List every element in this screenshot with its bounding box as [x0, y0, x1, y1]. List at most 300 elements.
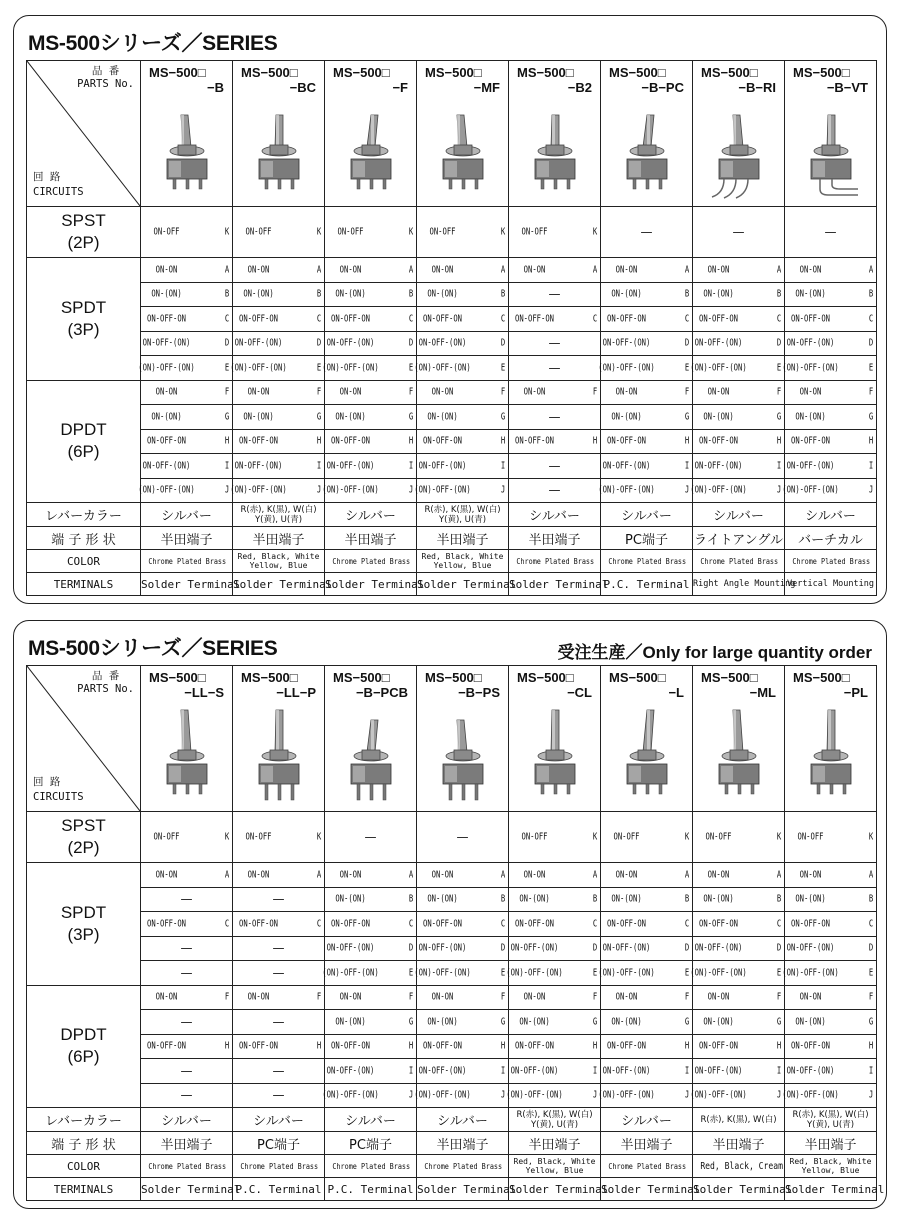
circuit-cell: [785, 454, 877, 479]
model-suffix: −B: [207, 80, 224, 95]
model-name: MS−500□: [517, 65, 574, 80]
circuit-cell: [141, 863, 233, 888]
switch-function: (ON)-OFF-(ON): [414, 967, 471, 979]
circuit-row: [27, 258, 877, 283]
terminals-value: Solder Terminal: [785, 1178, 877, 1201]
model-suffix: −LL−S: [184, 685, 224, 700]
switch-function: ON-ON: [247, 264, 270, 276]
circuit-row: [27, 1034, 877, 1059]
model-name: MS−500□: [793, 670, 850, 685]
color-label: COLOR: [27, 550, 141, 573]
lever-color-value: シルバー: [601, 1108, 693, 1132]
switch-function: (ON)-OFF-(ON): [598, 484, 655, 496]
circuit-cell: [509, 454, 601, 479]
switch-function: ON-OFF-ON: [514, 918, 554, 930]
switch-function: ON-(ON): [795, 893, 826, 905]
switch-image: [708, 101, 770, 205]
switch-function: ON-OFF-(ON): [786, 460, 835, 472]
switch-function: ON-OFF-ON: [606, 313, 646, 325]
circuit-cell: [601, 1034, 693, 1059]
circuit-cell: [601, 405, 693, 430]
toggle-switch-photo: [800, 706, 862, 806]
circuit-cell: [233, 887, 325, 912]
color-line: Yellow, Blue: [801, 1166, 860, 1175]
circuit-cell: [417, 1010, 509, 1035]
switch-function: ON-OFF: [245, 226, 272, 238]
switch-function: ON-(ON): [703, 1016, 734, 1028]
model-suffix: −MF: [473, 80, 500, 95]
not-available-dash: —: [548, 336, 561, 351]
circuit-cell: [785, 863, 877, 888]
color-line: Red, Black, White: [237, 552, 320, 561]
circuit-code: E: [224, 362, 230, 374]
circuit-cell: [693, 863, 785, 888]
circuit-cell: [693, 812, 785, 863]
circuit-code: H: [316, 435, 322, 447]
not-available-dash: —: [456, 830, 469, 844]
circuit-cell: [601, 282, 693, 307]
circuit-cell: [598, 356, 693, 381]
model-name: MS−500□: [149, 670, 206, 685]
circuit-row: [27, 961, 877, 986]
circuit-row: [27, 454, 877, 479]
parts-no-label: [77, 670, 134, 696]
terminal-type-jp-value: 半田端子: [601, 1132, 693, 1155]
switch-function: ON-ON: [615, 869, 638, 881]
circuit-code: C: [868, 918, 874, 930]
circuit-cell: [601, 380, 693, 405]
terminals-row: [27, 1178, 877, 1201]
model-name: MS−500□: [241, 670, 298, 685]
lever-color-line: R(赤), K(黒), W(白): [792, 1109, 869, 1120]
circuit-row: [27, 936, 877, 961]
model-header: [693, 666, 785, 812]
switch-function: ON-OFF-(ON): [602, 942, 651, 954]
switch-function: ON-(ON): [703, 288, 734, 300]
circuit-cell: [233, 1059, 325, 1084]
circuit-code: C: [500, 313, 506, 325]
circuit-code: H: [592, 435, 598, 447]
circuit-cell: [141, 405, 233, 430]
circuit-cell: [509, 936, 601, 961]
circuit-cell: [325, 429, 417, 454]
switch-function: (ON)-OFF-(ON): [322, 967, 379, 979]
circuit-code: A: [500, 869, 506, 881]
switch-image: [616, 101, 678, 205]
circuit-cell: [785, 282, 877, 307]
circuit-code: I: [684, 460, 690, 472]
circuit-code: E: [684, 967, 690, 979]
circuit-cell: [506, 961, 601, 986]
switch-function: ON-OFF-ON: [514, 435, 554, 447]
switch-function: ON-(ON): [427, 1016, 458, 1028]
circuit-code: F: [684, 386, 690, 398]
circuit-cell: [322, 478, 417, 503]
circuit-code: B: [500, 288, 506, 300]
circuit-code: B: [408, 288, 414, 300]
switch-function: ON-OFF-(ON): [786, 1065, 835, 1077]
circuit-code: H: [868, 1040, 874, 1052]
switch-function: ON-OFF-(ON): [602, 1065, 651, 1077]
lever-color-value: シルバー: [141, 503, 233, 527]
not-available-dash: —: [180, 892, 193, 907]
model-suffix: −BC: [289, 80, 316, 95]
switch-function: ON-OFF-(ON): [786, 337, 835, 349]
lever-color-value: R(赤), K(黒), W(白): [693, 1108, 785, 1132]
color-line: Red, Black, White: [789, 1157, 872, 1166]
circuit-cell: [233, 863, 325, 888]
circuit-cell: [141, 1010, 233, 1035]
switch-function: ON-(ON): [795, 411, 826, 423]
circuit-code: K: [500, 226, 506, 238]
circuit-cell: [325, 1010, 417, 1035]
lever-color-value: シルバー: [417, 1108, 509, 1132]
parts-label-jp: 品 番: [91, 670, 120, 682]
color-value: [785, 1155, 877, 1178]
not-available-dash: —: [180, 1063, 193, 1078]
circuit-cell: [233, 985, 325, 1010]
color-value: Chrome Plated Brass: [515, 550, 593, 573]
circuit-cell: [233, 454, 325, 479]
circuit-code: F: [776, 386, 782, 398]
not-available-dash: —: [180, 965, 193, 980]
circuit-cell: [414, 1083, 509, 1108]
switch-function: ON-OFF-ON: [146, 313, 186, 325]
toggle-switch-photo: [432, 706, 494, 806]
switch-function: ON-(ON): [519, 1016, 550, 1028]
circuit-code: G: [868, 1016, 874, 1028]
toggle-switch-photo: [432, 101, 494, 201]
terminal-type-jp-value: PC端子: [325, 1132, 417, 1155]
circuit-code: B: [776, 893, 782, 905]
switch-function: ON-ON: [523, 991, 546, 1003]
circuit-cell: [325, 282, 417, 307]
terminal-type-jp-value: PC端子: [601, 527, 693, 550]
panel-title: MS-500シリーズ／SERIES: [28, 32, 278, 55]
circuit-code: A: [224, 869, 230, 881]
circuit-cell: [417, 812, 509, 863]
switch-image: [432, 706, 494, 810]
toggle-switch-photo: [616, 101, 678, 201]
circuit-code: D: [500, 337, 506, 349]
switch-function: ON-OFF-ON: [606, 435, 646, 447]
circuit-code: B: [684, 288, 690, 300]
terminal-type-jp-label: 端 子 形 状: [27, 527, 141, 550]
circuit-cell: [138, 478, 233, 503]
model-header: [785, 61, 877, 207]
circuit-code: J: [500, 1089, 506, 1101]
switch-function: ON-OFF-(ON): [418, 337, 467, 349]
switch-image: [340, 706, 402, 810]
circuit-code: D: [500, 942, 506, 954]
toggle-switch-photo: [156, 101, 218, 201]
switch-function: ON-OFF-ON: [698, 1040, 738, 1052]
circuit-cell: [693, 912, 785, 937]
series-panel: [13, 15, 887, 604]
terminals-value: Vertical Mounting: [785, 573, 877, 596]
circuit-cell: [785, 912, 877, 937]
circuit-code: A: [776, 869, 782, 881]
model-header: [141, 61, 233, 207]
circuit-code: D: [776, 942, 782, 954]
switch-function: ON-OFF-ON: [330, 313, 370, 325]
circuit-cell: [325, 863, 417, 888]
switch-function: (ON)-OFF-(ON): [690, 484, 747, 496]
switch-function: ON-(ON): [335, 1016, 366, 1028]
circuit-row: [27, 1083, 877, 1108]
switch-function: ON-OFF-(ON): [326, 460, 375, 472]
switch-function: (ON)-OFF-(ON): [414, 1089, 471, 1101]
switch-function: ON-OFF-(ON): [510, 942, 559, 954]
switch-function: (ON)-OFF-(ON): [322, 1089, 379, 1101]
circuit-code: I: [408, 460, 414, 472]
switch-function: ON-ON: [247, 386, 270, 398]
circuit-code: F: [868, 386, 874, 398]
circuit-cell: [601, 863, 693, 888]
pin-count: (3P): [67, 924, 100, 944]
circuit-type-label: [27, 207, 141, 258]
circuit-code: C: [408, 918, 414, 930]
lever-color-value: [417, 503, 509, 527]
circuit-code: C: [776, 313, 782, 325]
model-name: MS−500□: [609, 65, 666, 80]
circuit-cell: [785, 812, 877, 863]
circuit-code: H: [868, 435, 874, 447]
not-available-dash: —: [640, 225, 653, 239]
circuit-cell: [325, 207, 417, 258]
switch-function: (ON)-OFF-(ON): [782, 1089, 839, 1101]
circuit-cell: [690, 1083, 785, 1108]
circuit-cell: [141, 812, 233, 863]
model-suffix: −B−PS: [458, 685, 500, 700]
circuit-cell: [509, 405, 601, 430]
circuit-cell: [785, 207, 877, 258]
lever-color-value: シルバー: [601, 503, 693, 527]
circuit-code: G: [776, 411, 782, 423]
pin-count: (6P): [67, 1047, 100, 1067]
circuit-code: E: [776, 362, 782, 374]
circuit-code: G: [408, 411, 414, 423]
circuit-code: D: [776, 337, 782, 349]
circuit-code: F: [868, 991, 874, 1003]
circuit-code: F: [224, 386, 230, 398]
lever-color-line: Y(黄), U(青): [530, 1119, 579, 1130]
pin-count: (3P): [67, 319, 100, 339]
lever-color-line: R(赤), K(黒), W(白): [424, 504, 501, 515]
circuit-code: H: [224, 1040, 230, 1052]
circuit-code: B: [224, 288, 230, 300]
circuit-code: K: [868, 831, 874, 843]
circuit-cell: [601, 1059, 693, 1084]
pin-count: (2P): [67, 838, 100, 857]
circuit-cell: [325, 1034, 417, 1059]
switch-function: ON-(ON): [151, 288, 182, 300]
not-available-dash: —: [272, 1088, 285, 1103]
panel-title: MS-500シリーズ／SERIES: [28, 637, 278, 660]
circuit-code: G: [316, 411, 322, 423]
circuit-cell: [601, 812, 693, 863]
circuit-code: H: [316, 1040, 322, 1052]
circuit-code: G: [224, 411, 230, 423]
circuit-row: [27, 863, 877, 888]
circuit-cell: [233, 429, 325, 454]
switch-function: (ON)-OFF-(ON): [414, 484, 471, 496]
circuit-cell: [601, 207, 693, 258]
switch-function: ON-ON: [431, 264, 454, 276]
circuit-cell: [509, 258, 601, 283]
switch-function: ON-ON: [155, 386, 178, 398]
circuit-code: F: [592, 386, 598, 398]
circuit-cell: [785, 258, 877, 283]
circuit-row: [27, 1059, 877, 1084]
terminals-value: P.C. Terminal: [601, 573, 693, 596]
header-corner: [27, 61, 141, 207]
circuit-cell: [601, 912, 693, 937]
color-line: Yellow, Blue: [433, 561, 492, 570]
circuit-code: K: [592, 831, 598, 843]
circuit-cell: [325, 454, 417, 479]
switch-image: [616, 706, 678, 810]
switch-function: (ON)-OFF-(ON): [138, 362, 195, 374]
circuit-cell: [601, 258, 693, 283]
circuit-cell: [782, 961, 877, 986]
switch-image: [524, 706, 586, 810]
circuit-cell: [325, 258, 417, 283]
switch-function: (ON)-OFF-(ON): [598, 967, 655, 979]
lever-color-value: シルバー: [233, 1108, 325, 1132]
order-note: 受注生産／Only for large quantity order: [557, 643, 872, 662]
circuit-cell: [785, 307, 877, 332]
terminal-type-jp-value: 半田端子: [233, 527, 325, 550]
circuit-code: J: [408, 1089, 414, 1101]
circuit-row: [27, 912, 877, 937]
lever-color-row: [27, 1108, 877, 1132]
circuit-cell: [785, 429, 877, 454]
not-available-dash: —: [824, 225, 837, 239]
toggle-switch-photo: [248, 101, 310, 201]
circuit-cell: [506, 1083, 601, 1108]
circuit-cell: [417, 380, 509, 405]
circuit-code: G: [684, 411, 690, 423]
switch-function: ON-OFF-(ON): [326, 1065, 375, 1077]
spec-table: [26, 665, 885, 1201]
circuit-cell: [601, 307, 693, 332]
circuit-code: G: [408, 1016, 414, 1028]
circuit-cell: [785, 936, 877, 961]
circuit-cell: [141, 1034, 233, 1059]
circuit-cell: [509, 478, 601, 503]
pin-count: (2P): [67, 233, 100, 252]
model-suffix: −ML: [749, 685, 776, 700]
circuit-cell: [233, 961, 325, 986]
circuit-cell: [233, 912, 325, 937]
circuit-code: I: [500, 460, 506, 472]
circuit-code: C: [684, 313, 690, 325]
circuit-cell: [414, 961, 509, 986]
switch-function: (ON)-OFF-(ON): [782, 362, 839, 374]
switch-function: ON-OFF: [337, 226, 364, 238]
lever-color-line: Y(黄), U(青): [254, 514, 303, 525]
switch-function: ON-(ON): [611, 893, 642, 905]
circuit-type: SPST: [61, 211, 106, 230]
switch-function: ON-OFF: [705, 831, 732, 843]
circuit-code: E: [868, 967, 874, 979]
switch-function: ON-OFF-(ON): [694, 942, 743, 954]
circuit-code: G: [868, 411, 874, 423]
circuit-code: C: [500, 918, 506, 930]
switch-function: (ON)-OFF-(ON): [322, 362, 379, 374]
switch-function: ON-OFF: [521, 831, 548, 843]
switch-function: (ON)-OFF-(ON): [598, 362, 655, 374]
switch-function: ON-OFF-ON: [698, 313, 738, 325]
switch-function: ON-OFF-ON: [698, 435, 738, 447]
switch-function: ON-OFF-ON: [606, 1040, 646, 1052]
terminals-value: Solder Terminal: [509, 573, 601, 596]
circuit-code: K: [224, 226, 230, 238]
switch-function: ON-OFF-ON: [238, 313, 278, 325]
circuit-cell: [141, 380, 233, 405]
header-corner: [27, 666, 141, 812]
circuit-type: DPDT: [60, 1025, 107, 1045]
terminals-value: Solder Terminal: [141, 573, 233, 596]
circuit-cell: [693, 207, 785, 258]
switch-function: ON-(ON): [427, 893, 458, 905]
circuit-cell: [693, 1010, 785, 1035]
terminals-value: Solder Terminal: [601, 1178, 693, 1201]
circuit-code: F: [224, 991, 230, 1003]
switch-image: [524, 101, 586, 205]
not-available-dash: —: [732, 225, 745, 239]
model-header: [233, 61, 325, 207]
circuit-code: J: [224, 484, 230, 496]
circuit-type: SPDT: [60, 297, 107, 317]
switch-function: ON-ON: [339, 869, 362, 881]
not-available-dash: —: [548, 360, 561, 375]
circuit-code: E: [684, 362, 690, 374]
circuit-code: A: [868, 869, 874, 881]
circuit-cell: [693, 331, 785, 356]
terminal-type-jp-value: PC端子: [233, 1132, 325, 1155]
circuit-cell: [417, 863, 509, 888]
circuit-code: K: [592, 226, 598, 238]
circuit-code: C: [316, 918, 322, 930]
switch-function: ON-(ON): [611, 1016, 642, 1028]
circuit-cell: [141, 258, 233, 283]
model-name: MS−500□: [609, 670, 666, 685]
circuit-code: J: [868, 1089, 874, 1101]
circuit-code: A: [408, 869, 414, 881]
circuit-code: B: [408, 893, 414, 905]
circuit-cell: [509, 985, 601, 1010]
circuit-cell: [417, 1059, 509, 1084]
circuit-cell: [693, 282, 785, 307]
switch-function: ON-OFF-ON: [238, 1040, 278, 1052]
model-suffix: −L: [668, 685, 684, 700]
terminal-type-jp-row: [27, 527, 877, 550]
lever-color-value: [785, 1108, 877, 1132]
circuit-code: E: [868, 362, 874, 374]
circuit-code: H: [500, 1040, 506, 1052]
color-value: Chrome Plated Brass: [331, 1155, 409, 1178]
model-header: [509, 666, 601, 812]
circuit-cell: [325, 380, 417, 405]
circuit-code: I: [868, 460, 874, 472]
model-suffix: −LL−P: [276, 685, 316, 700]
circuit-code: F: [408, 991, 414, 1003]
switch-function: ON-ON: [523, 386, 546, 398]
switch-function: ON-OFF-ON: [422, 313, 462, 325]
circuit-code: D: [684, 942, 690, 954]
